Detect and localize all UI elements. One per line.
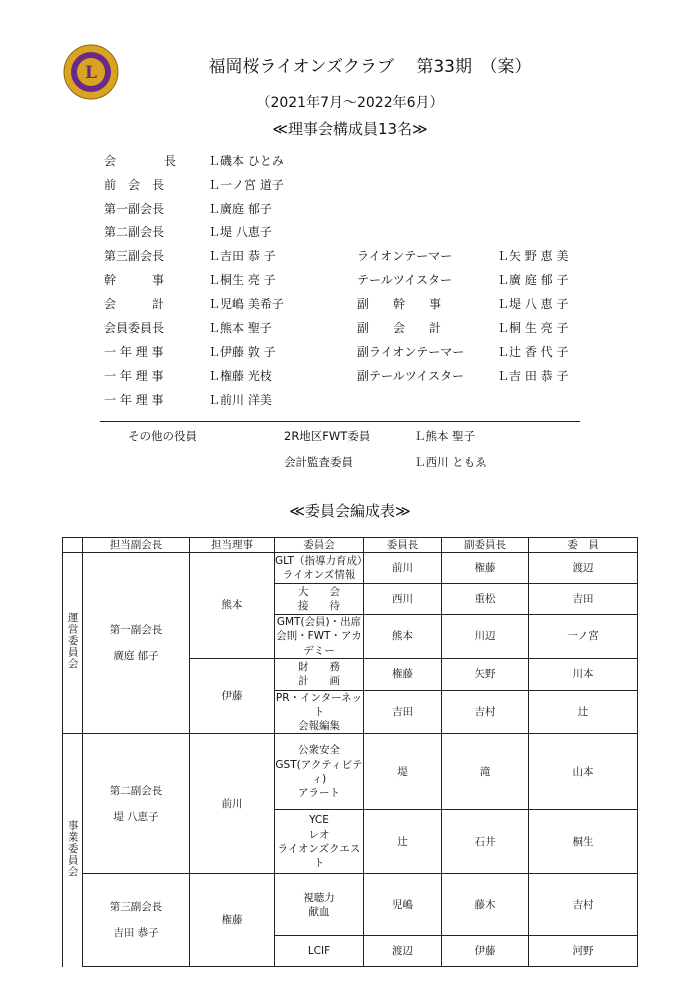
group-label: 事業委員会 bbox=[66, 819, 79, 878]
vice-title: 第三副会長 bbox=[109, 901, 163, 914]
chair-cell: 西川 bbox=[364, 584, 442, 615]
board-role: テールツイスター bbox=[357, 273, 453, 287]
committee-cell: LCIF bbox=[275, 936, 364, 967]
board-name: Ｌ吉田 恭 子 bbox=[208, 249, 276, 263]
board-role: 一 年 理 事 bbox=[104, 369, 164, 383]
board-name: Ｌ桐生 亮 子 bbox=[208, 273, 276, 287]
member-cell: 河野 bbox=[529, 936, 638, 967]
vice-chair-cell: 伊藤 bbox=[442, 936, 529, 967]
header-cell: 委 員 bbox=[529, 538, 638, 553]
other-officer-role: 会計監査委員 bbox=[284, 455, 353, 469]
vice-name: 吉田 恭子 bbox=[113, 927, 159, 940]
member-cell: 一ノ宮 bbox=[529, 615, 638, 659]
board-role: 副 幹 事 bbox=[357, 297, 442, 311]
vice-chair-cell: 川辺 bbox=[442, 615, 529, 659]
board-role: ライオンテーマー bbox=[357, 249, 453, 263]
member-cell: 吉田 bbox=[529, 584, 638, 615]
logo-letter: L bbox=[85, 63, 97, 83]
chair-cell: 児嶋 bbox=[364, 874, 442, 936]
board-role: 一 年 理 事 bbox=[104, 393, 164, 407]
board-name: Ｌ伊藤 敦 子 bbox=[208, 345, 276, 359]
committee-cell: PR・インターネット 会報編集 bbox=[275, 691, 363, 733]
chair-cell: 権藤 bbox=[364, 658, 442, 690]
header-cell: 副委員長 bbox=[442, 538, 529, 553]
board-name: Ｌ桐 生 亮 子 bbox=[497, 321, 569, 335]
board-name: Ｌ矢 野 恵 美 bbox=[497, 249, 569, 263]
vice-title: 第一副会長 bbox=[109, 624, 163, 637]
group-label: 運営委員会 bbox=[66, 612, 79, 670]
group-cell-unei bbox=[63, 553, 83, 734]
chair-cell: 辻 bbox=[364, 810, 442, 874]
table-row bbox=[63, 553, 638, 584]
board-role: 第一副会長 bbox=[104, 202, 165, 216]
section-divider bbox=[100, 421, 580, 422]
member-cell: 山本 bbox=[529, 734, 638, 810]
other-officers-label: その他の役員 bbox=[128, 429, 197, 443]
board-role: 第三副会長 bbox=[104, 249, 165, 263]
committee-cell: GLT（指導力育成） ライオンズ情報 bbox=[275, 553, 364, 584]
board-role: 第二副会長 bbox=[104, 225, 165, 239]
member-cell: 吉村 bbox=[529, 874, 638, 936]
header-cell: 担当理事 bbox=[190, 538, 275, 553]
director-cell: 前川 bbox=[190, 734, 275, 874]
board-name: Ｌ児嶋 美希子 bbox=[208, 297, 284, 311]
board-name: Ｌ廣庭 郁子 bbox=[208, 202, 272, 216]
vice-chair-cell: 石井 bbox=[442, 810, 529, 874]
chair-cell: 吉田 bbox=[364, 690, 442, 734]
vice-title: 第二副会長 bbox=[109, 784, 163, 797]
page-title: 福岡桜ライオンズクラブ 第33期 （案） bbox=[208, 57, 532, 77]
table-header-row bbox=[63, 538, 638, 553]
vice-chair-cell: 矢野 bbox=[442, 658, 529, 690]
vice-chair-cell: 滝 bbox=[442, 734, 529, 810]
committee-cell: 財 務 計 画 bbox=[275, 658, 364, 690]
member-cell: 桐生 bbox=[529, 810, 638, 874]
vice-chair-cell: 重松 bbox=[442, 584, 529, 615]
board-name: Ｌ熊本 聖子 bbox=[208, 321, 272, 335]
director-cell: 伊藤 bbox=[190, 658, 275, 734]
committee-cell: 公衆安全 GST(アクティビティ) アラート bbox=[275, 734, 364, 810]
other-officer-role: 2R地区FWT委員 bbox=[284, 429, 371, 443]
committee-cell: GMT(会員)・出席 会則・FWT・アカデミー bbox=[276, 616, 362, 657]
board-name: Ｌ廣 庭 郁 子 bbox=[497, 273, 569, 287]
vice-name: 廣庭 郁子 bbox=[113, 650, 159, 663]
header-cell bbox=[63, 538, 83, 553]
board-role: 一 年 理 事 bbox=[104, 345, 164, 359]
board-name: Ｌ前川 洋美 bbox=[208, 393, 272, 407]
committee-table bbox=[62, 537, 638, 967]
committee-heading: ≪委員会編成表≫ bbox=[289, 502, 411, 520]
vice-president-cell bbox=[83, 553, 190, 734]
board-name: Ｌ権藤 光枝 bbox=[208, 369, 272, 383]
board-name: Ｌ磯本 ひとみ bbox=[208, 154, 284, 168]
board-role: 副テールツイスター bbox=[357, 369, 465, 383]
vice-president-cell bbox=[83, 874, 190, 967]
board-name: Ｌ一ノ宮 道子 bbox=[208, 178, 284, 192]
board-role: 幹 事 bbox=[104, 273, 165, 287]
other-officer-name: Ｌ熊本 聖子 bbox=[414, 429, 476, 443]
board-name: Ｌ辻 香 代 子 bbox=[497, 345, 569, 359]
committee-cell: YCE レオ ライオンズクエスト bbox=[275, 810, 364, 874]
board-role: 会 計 bbox=[104, 297, 165, 311]
chair-cell: 堤 bbox=[364, 734, 442, 810]
member-cell: 川本 bbox=[529, 658, 638, 690]
header-cell: 委員長 bbox=[364, 538, 442, 553]
chair-cell: 前川 bbox=[364, 553, 442, 584]
fiscal-period: （2021年7月～2022年6月） bbox=[256, 95, 444, 111]
board-role: 前 会 長 bbox=[104, 178, 165, 192]
group-cell-jigyo bbox=[63, 734, 83, 967]
vice-chair-cell: 吉村 bbox=[442, 690, 529, 734]
vice-name: 堤 八恵子 bbox=[113, 810, 159, 823]
board-name: Ｌ堤 八 恵 子 bbox=[497, 297, 569, 311]
member-cell: 渡辺 bbox=[529, 553, 638, 584]
other-officer-name: Ｌ西川 ともゑ bbox=[414, 455, 487, 469]
director-cell: 権藤 bbox=[190, 874, 275, 967]
chair-cell: 渡辺 bbox=[364, 936, 442, 967]
header-cell: 委員会 bbox=[275, 538, 364, 553]
board-role: 会員委員長 bbox=[104, 321, 165, 335]
vice-chair-cell: 藤木 bbox=[442, 874, 529, 936]
member-cell: 辻 bbox=[529, 690, 638, 734]
board-name: Ｌ堤 八恵子 bbox=[208, 225, 272, 239]
board-role: 副 会 計 bbox=[357, 321, 442, 335]
committee-cell: 大 会 接 待 bbox=[275, 584, 364, 615]
header-cell: 担当副会長 bbox=[83, 538, 190, 553]
vice-president-cell bbox=[83, 734, 190, 874]
table-row bbox=[63, 874, 638, 936]
committee-cell: 視聴力 献血 bbox=[275, 874, 364, 936]
director-cell: 熊本 bbox=[190, 553, 275, 659]
board-role: 会 長 bbox=[104, 154, 177, 168]
table-row bbox=[63, 734, 638, 810]
board-heading: ≪理事会構成員13名≫ bbox=[272, 120, 428, 138]
vice-chair-cell: 権藤 bbox=[442, 553, 529, 584]
board-role: 副ライオンテーマー bbox=[357, 345, 465, 359]
board-name: Ｌ吉 田 恭 子 bbox=[497, 369, 569, 383]
chair-cell: 熊本 bbox=[364, 615, 442, 659]
